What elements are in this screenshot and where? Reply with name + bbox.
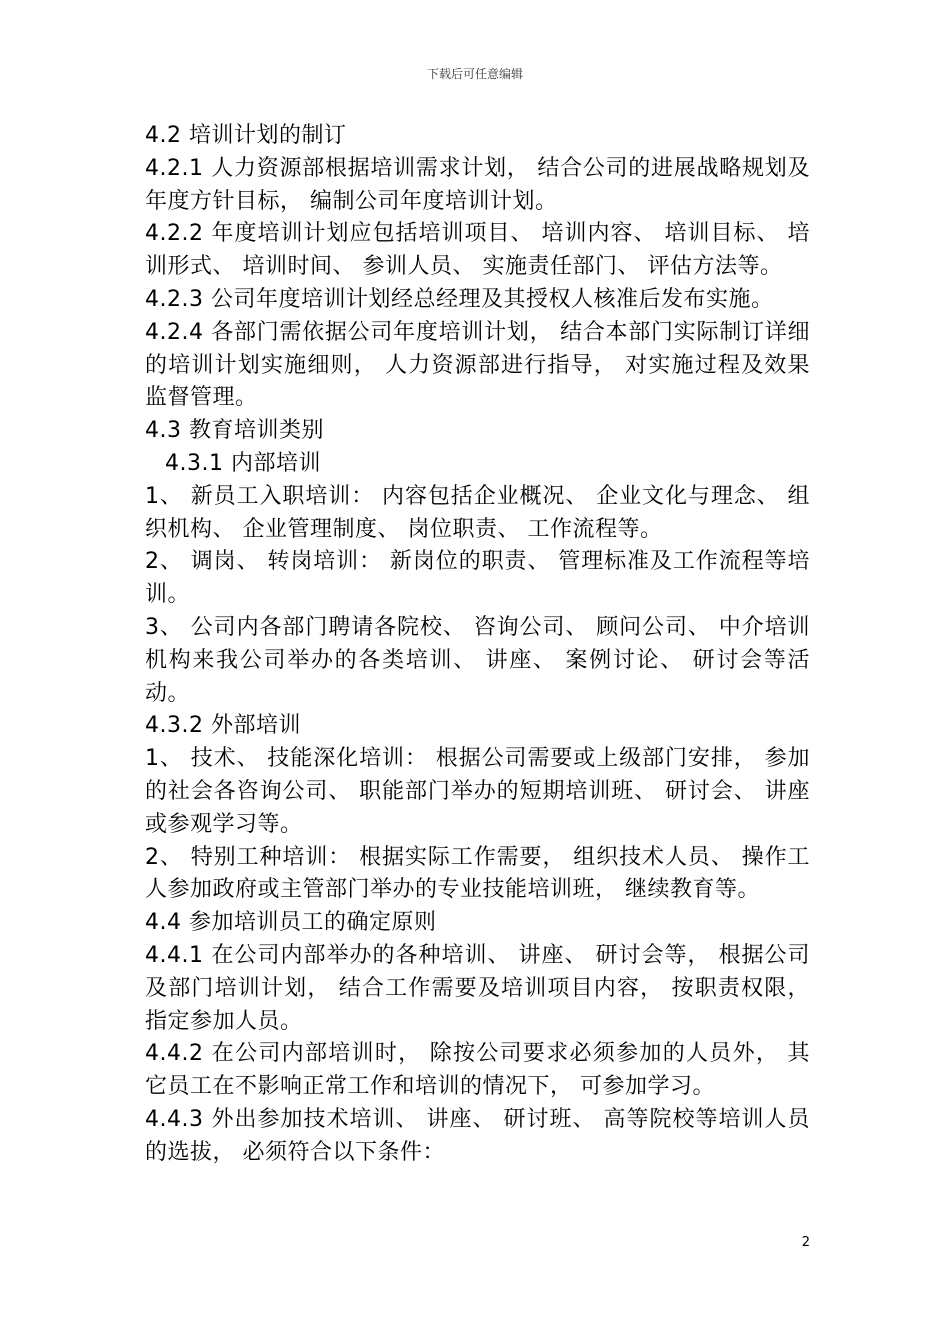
paragraph: 4.4.1 在公司内部举办的各种培训、 讲座、 研讨会等， 根据公司及部门培训计划， 结合工作需要及培训项目内容， 按职责权限， 指定参加人员。 <box>145 942 810 1034</box>
paragraph: 4.2 培训计划的制订 <box>145 123 347 148</box>
subsection-heading: 4.3.1 内部培训 <box>165 450 321 476</box>
section-heading: 4.3 教育培训类别 <box>145 418 324 444</box>
paragraph: 4.2.3 公司年度培训计划经总经理及其授权人核准后发布实施。 <box>145 286 774 312</box>
list-item: 3、 公司内各部门聘请各院校、 咨询公司、 顾问公司、 中介培训机构来我公司举办的各类培训、 讲座、 案例讨论、 研讨会等活动。 <box>145 614 810 706</box>
list-item: 2、 调岗、 转岗培训： 新岗位的职责、 管理标准及工作流程等培训。 <box>145 549 810 608</box>
paragraph: 4.2.4 各部门需依据公司年度培训计划， 结合本部门实际制订详细的培训计划实施细则， 人力资源部进行指导， 对实施过程及效果监督管理。 <box>145 319 810 411</box>
document-body <box>145 120 810 1170</box>
subsection-heading: 4.3.2 外部培训 <box>145 713 301 739</box>
paragraph: 4.4.2 在公司内部培训时， 除按公司要求必须参加的人员外， 其它员工在不影响正常工作和培训的情况下， 可参加学习。 <box>145 1041 810 1100</box>
list-item: 1、 新员工入职培训： 内容包括企业概况、 企业文化与理念、 组织机构、 企业管理制度、 岗位职责、 工作流程等。 <box>145 483 810 542</box>
page-number: 2 <box>801 1235 810 1250</box>
list-item: 2、 特别工种培训： 根据实际工作需要， 组织技术人员、 操作工人参加政府或主管部门举办的专业技能培训班， 继续教育等。 <box>145 844 810 903</box>
paragraph: 4.2.2 年度培训计划应包括培训项目、 培训内容、 培训目标、 培训形式、 培训时间、 参训人员、 实施责任部门、 评估方法等。 <box>145 221 810 280</box>
paragraph: 4.2.1 人力资源部根据培训需求计划， 结合公司的进展战略规划及年度方针目标， 编制公司年度培训计划。 <box>145 155 810 214</box>
list-item: 1、 技术、 技能深化培训： 根据公司需要或上级部门安排， 参加的社会各咨询公司、 职能部门举办的短期培训班、 研讨会、 讲座或参观学习等。 <box>145 746 810 837</box>
paragraph: 4.4.3 外出参加技术培训、 讲座、 研讨班、 高等院校等培训人员的选拔， 必须符合以下条件： <box>145 1106 810 1165</box>
section-heading: 4.4 参加培训员工的确定原则 <box>145 910 437 936</box>
page-header: 下载后可任意编辑 <box>426 67 523 81</box>
